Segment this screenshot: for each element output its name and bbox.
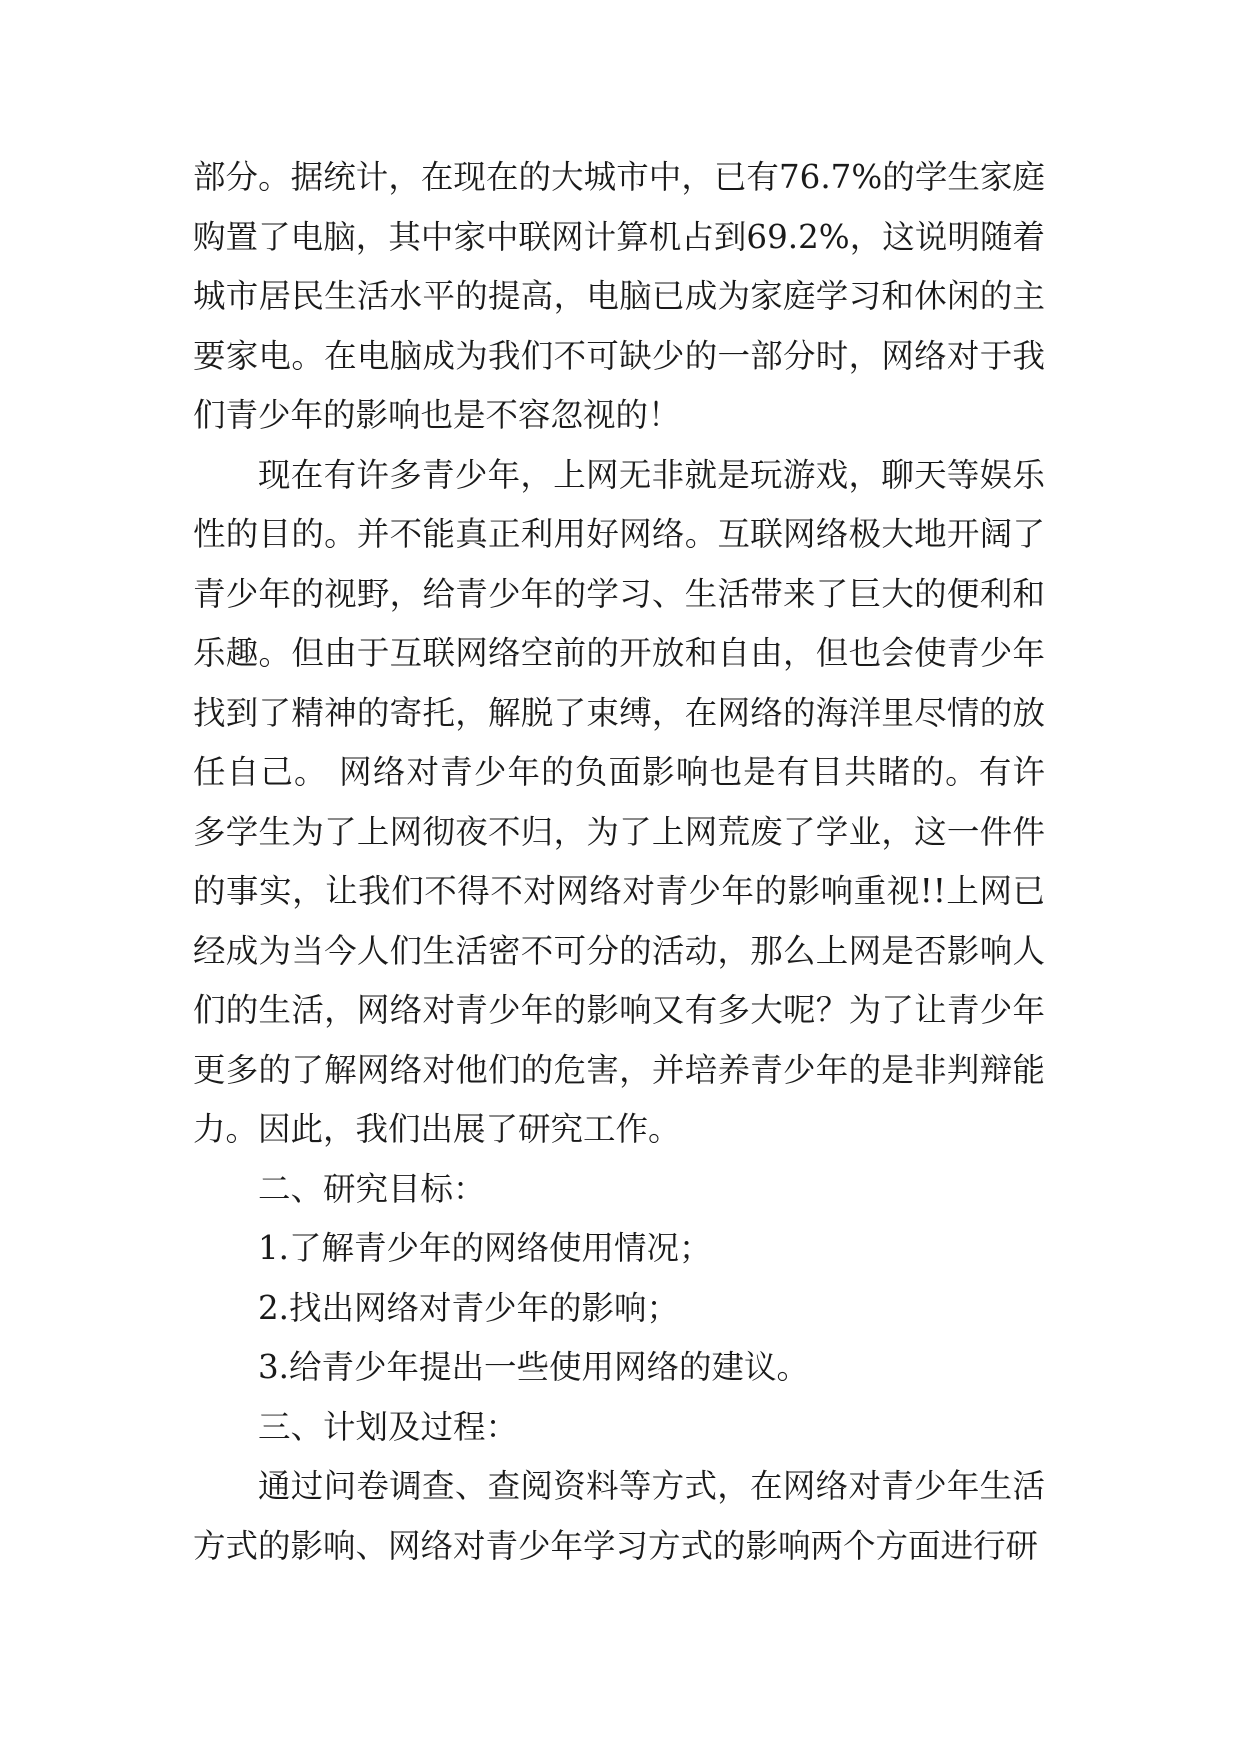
section-heading-research-goals: 二、研究目标： xyxy=(258,1169,486,1208)
paragraph-continued-statistics: 部分。据统计，在现在的大城市中，已有76.7%的学生家庭购置了电脑，其中家中联网计算机占到69.2%，这说明随着城市居民生活水平的提高，电脑已成为家庭学习和休闲的主要家电。在电脑成为我们不可缺少的一部分时，网络对于我们青少年的影响也是不容忽视的！ xyxy=(193,158,1045,434)
goal-item-2: 2.找出网络对青少年的影响； xyxy=(258,1288,680,1327)
goal-item-1: 1.了解青少年的网络使用情况； xyxy=(258,1229,712,1267)
document-body xyxy=(193,148,1045,1576)
paragraph-methods: 通过问卷调查、查阅资料等方式，在网络对青少年生活方式的影响、网络对青少年学习方式的影响两个方面进行研 xyxy=(193,1467,1045,1565)
goal-item-3: 3.给青少年提出一些使用网络的建议。 xyxy=(258,1348,810,1386)
paragraph-teen-internet-use: 现在有许多青少年，上网无非就是玩游戏，聊天等娱乐性的目的。并不能真正利用好网络。互联网络极大地开阔了青少年的视野，给青少年的学习、生活带来了巨大的便利和乐趣。但由于互联网络空前的开放和自由，但也会使青少年找到了精神的寄托，解脱了束缚，在网络的海洋里尽情的放任自己。 网络对青少年的负面影响也是有目共睹的。有许多学生为了上网彻夜不归，为了上网荒废了学业，这一件件的事实，让我们不得不对网络对青少年的影响重视!!上网已经成为当今人们生活密不可分的活动，那么上网是否影响人们的生活，网络对青少年的影响又有多大呢？为了让青少年更多的了解网络对他们的危害，并培养青少年的是非判辩能力。因此，我们出展了研究工作。 xyxy=(193,455,1045,1148)
section-heading-plan-process: 三、计划及过程： xyxy=(258,1407,519,1446)
